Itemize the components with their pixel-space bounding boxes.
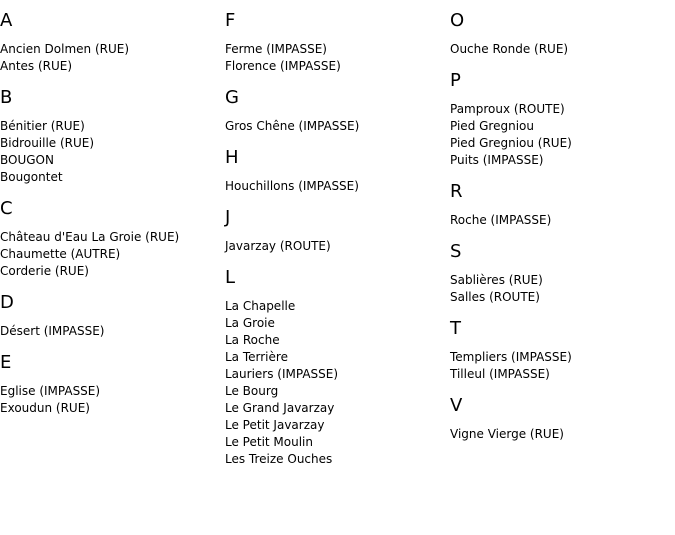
street-name: Salles (ROUTE) (450, 290, 540, 304)
street-name: Le Grand Javarzay (225, 401, 335, 415)
street-name: Ferme (IMPASSE) (225, 42, 327, 56)
street-list (0, 323, 225, 340)
street-list (450, 212, 675, 229)
street-list (0, 229, 225, 280)
street-name: Florence (IMPASSE) (225, 59, 341, 73)
letter-heading: F (225, 10, 236, 31)
street-list (225, 238, 450, 255)
letter-group (0, 198, 225, 280)
letter-heading: A (0, 10, 13, 31)
street-name: Ouche Ronde (RUE) (450, 42, 569, 56)
street-list (450, 349, 675, 383)
letter-group (450, 10, 675, 58)
letter-group (225, 10, 450, 75)
street-name: Pied Gregniou (450, 119, 534, 133)
letter-heading: S (450, 241, 462, 262)
street-list (450, 101, 675, 169)
letter-group (450, 395, 675, 443)
street-name: Bougontet (0, 170, 63, 184)
street-name: Templiers (IMPASSE) (450, 350, 572, 364)
letter-group (450, 241, 675, 306)
street-name: Roche (IMPASSE) (450, 213, 552, 227)
street-name: Le Petit Moulin (225, 435, 313, 449)
street-name: La Groie (225, 316, 275, 330)
street-name: Chaumette (AUTRE) (0, 247, 121, 261)
letter-heading: J (225, 207, 231, 228)
letter-heading: V (450, 395, 463, 416)
street-name: Lauriers (IMPASSE) (225, 367, 339, 381)
street-name: Javarzay (ROUTE) (225, 239, 331, 253)
street-list (450, 272, 675, 306)
street-name: Château d'Eau La Groie (RUE) (0, 230, 180, 244)
street-name: Sablières (RUE) (450, 273, 543, 287)
street-name: La Chapelle (225, 299, 296, 313)
street-list (225, 41, 450, 75)
street-name: Bénitier (RUE) (0, 119, 85, 133)
street-list (225, 178, 450, 195)
street-name: BOUGON (0, 153, 54, 167)
letter-group (450, 70, 675, 169)
letter-group (450, 181, 675, 229)
street-list (225, 298, 450, 468)
street-name: Gros Chêne (IMPASSE) (225, 119, 360, 133)
street-list (450, 41, 675, 58)
index-column-3 (450, 10, 675, 455)
letter-heading: B (0, 87, 13, 108)
letter-heading: C (0, 198, 13, 219)
index-column-2 (225, 10, 450, 480)
street-name: Pamproux (ROUTE) (450, 102, 565, 116)
letter-group (225, 207, 450, 255)
street-name: Bidrouille (RUE) (0, 136, 95, 150)
letter-group (0, 292, 225, 340)
street-name: Eglise (IMPASSE) (0, 384, 101, 398)
street-name: Vigne Vierge (RUE) (450, 427, 564, 441)
street-name: Corderie (RUE) (0, 264, 89, 278)
letter-group (0, 10, 225, 75)
street-name: Antes (RUE) (0, 59, 73, 73)
letter-group (225, 87, 450, 135)
street-name: Houchillons (IMPASSE) (225, 179, 359, 193)
street-name: Le Bourg (225, 384, 279, 398)
letter-heading: H (225, 147, 239, 168)
street-name: Exoudun (RUE) (0, 401, 90, 415)
letter-heading: L (225, 267, 236, 288)
street-name: Tilleul (IMPASSE) (450, 367, 550, 381)
letter-group (450, 318, 675, 383)
letter-heading: E (0, 352, 12, 373)
street-name: La Roche (225, 333, 280, 347)
letter-heading: G (225, 87, 239, 108)
street-list (0, 383, 225, 417)
street-name: Puits (IMPASSE) (450, 153, 544, 167)
letter-heading: D (0, 292, 14, 313)
street-name: Pied Gregniou (RUE) (450, 136, 572, 150)
letter-group (225, 267, 450, 468)
street-name: Ancien Dolmen (RUE) (0, 42, 130, 56)
letter-group (0, 352, 225, 417)
street-name: Le Petit Javarzay (225, 418, 325, 432)
street-name: Désert (IMPASSE) (0, 324, 105, 338)
letter-heading: P (450, 70, 461, 91)
street-list (0, 118, 225, 186)
street-list (225, 118, 450, 135)
letter-heading: T (450, 318, 461, 339)
letter-heading: R (450, 181, 463, 202)
street-name: Les Treize Ouches (225, 452, 333, 466)
street-name: La Terrière (225, 350, 288, 364)
street-list (450, 426, 675, 443)
index-column-1 (0, 10, 225, 429)
letter-heading: O (450, 10, 465, 31)
letter-group (225, 147, 450, 195)
letter-group (0, 87, 225, 186)
street-list (0, 41, 225, 75)
